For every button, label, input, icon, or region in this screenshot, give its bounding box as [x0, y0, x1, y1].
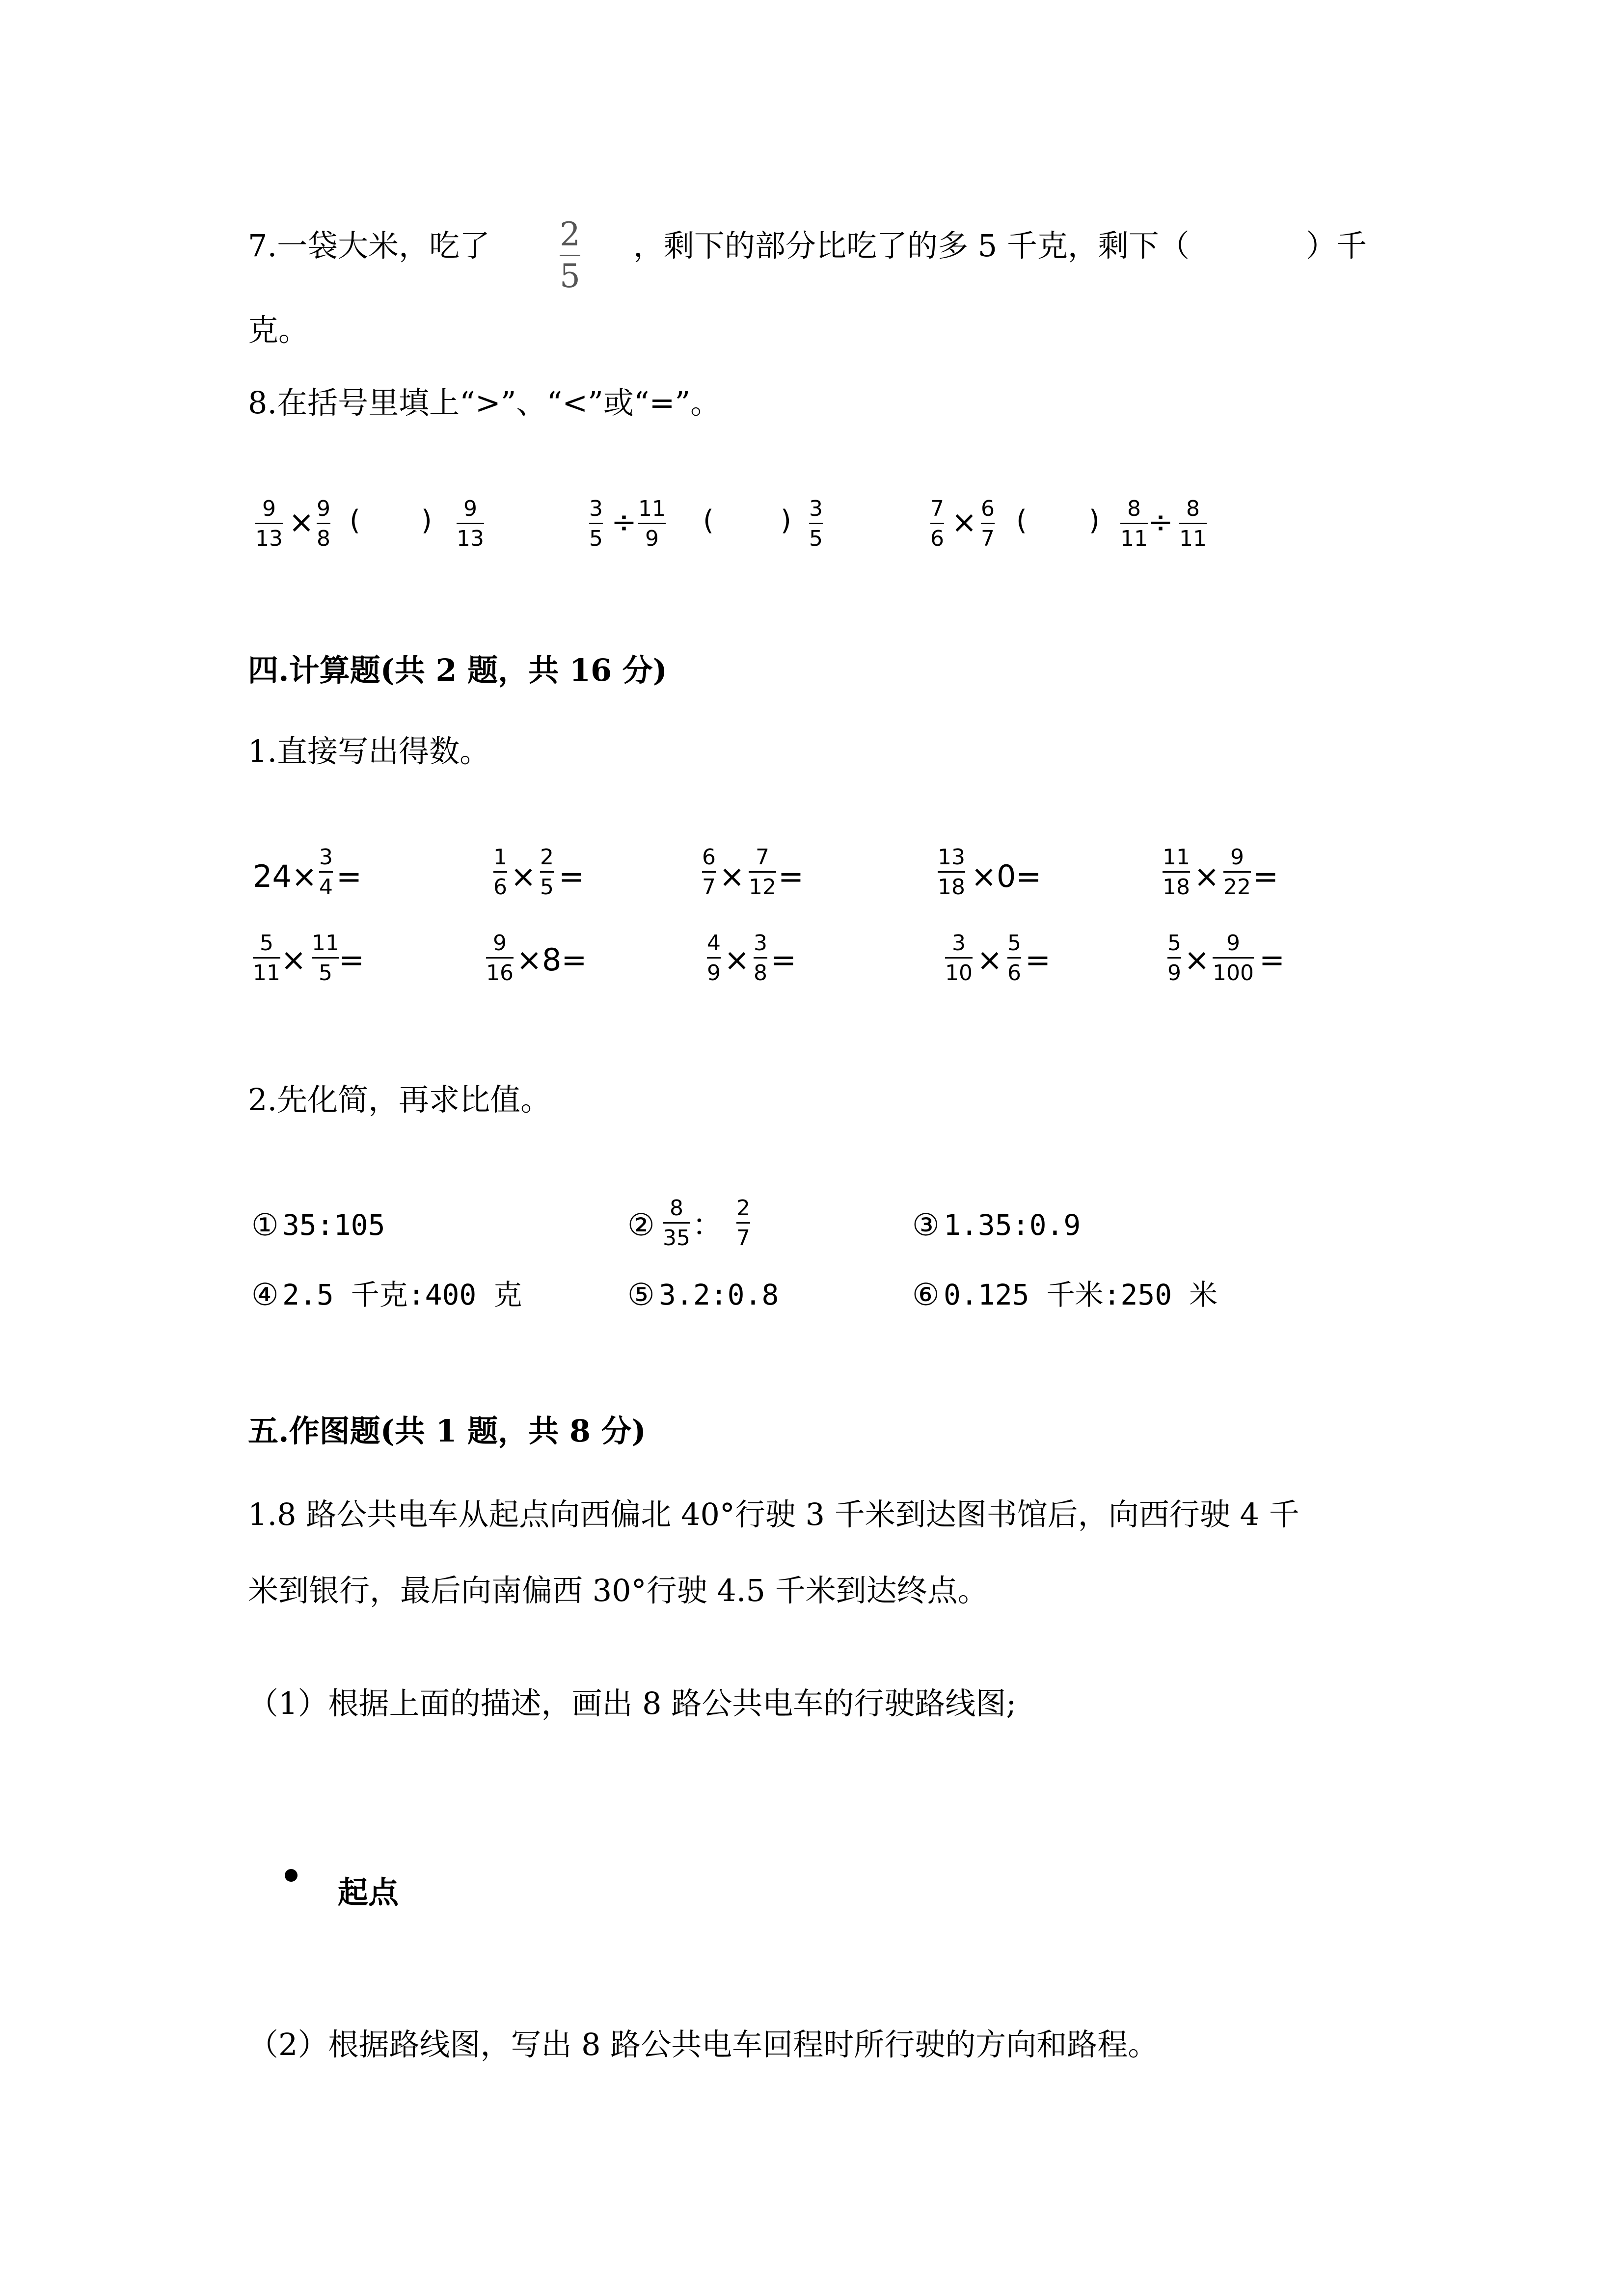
section-4-heading: 四.计算题(共 2 题，共 16 分) — [248, 652, 668, 688]
ratio-5-text: 3.2:0.8 — [659, 1278, 779, 1311]
calc-2-5-frac2: 9 100 — [1213, 931, 1254, 986]
q8-2-frac-b: 11 9 — [638, 496, 666, 551]
ratio-6-mark: ⑥ — [912, 1277, 940, 1312]
calc-1-5-eq: = — [1253, 858, 1278, 894]
start-point-label: 起点 — [338, 1874, 399, 1910]
calc-2-5-frac1: 5 9 — [1167, 931, 1181, 986]
ratio-4-mark: ④ — [251, 1277, 279, 1312]
calc-2-4-eq: = — [1025, 942, 1051, 978]
q8-1-frac-a: 9 13 — [255, 496, 283, 551]
q8-1-op: × — [289, 504, 314, 540]
ratio-2-frac2: 2 7 — [736, 1196, 750, 1251]
ratio-2-colon: ： — [692, 1207, 723, 1243]
calc-1-5-op: × — [1194, 858, 1219, 894]
q8-2-op: ÷ — [611, 504, 637, 540]
calc-2-2-op: ×8= — [516, 942, 587, 978]
s5-q1-line2: 米到银行，最后向南偏西 30°行驶 4.5 千米到达终点。 — [248, 1573, 988, 1608]
q8-2-rparen: ) — [781, 505, 791, 536]
q8-1-rparen: ) — [421, 505, 432, 536]
q8-2-frac-a: 3 5 — [589, 496, 603, 551]
q8-1-lparen: ( — [350, 505, 360, 536]
calc-1-5-frac1: 11 18 — [1163, 845, 1190, 900]
calc-2-3-eq: = — [771, 942, 796, 978]
ratio-2-mark: ② — [627, 1207, 655, 1243]
calc-2-4-op: × — [977, 942, 1002, 978]
q8-text: 8.在括号里填上“>”、“<”或“=”。 — [248, 385, 721, 421]
q8-3-op: × — [951, 504, 977, 540]
s5-q1-line1: 1.8 路公共电车从起点向西偏北 40°行驶 3 千米到达图书馆后，向西行驶 4 千 — [248, 1496, 1299, 1532]
q7-frac-num: 2 — [560, 215, 580, 253]
calc-1-3-eq: = — [778, 858, 804, 894]
ratio-6-text: 0.125 千米:250 米 — [944, 1278, 1218, 1311]
calc-1-2-eq: = — [559, 858, 584, 894]
ratio-3-mark: ③ — [912, 1207, 940, 1243]
calc-2-3-frac1: 4 9 — [707, 931, 721, 986]
s4-q1-text: 1.直接写出得数。 — [248, 733, 490, 769]
calc-1-2-frac2: 2 5 — [540, 845, 554, 900]
q7-text-c: ）千 — [1306, 228, 1367, 264]
calc-1-3-frac1: 6 7 — [702, 845, 716, 900]
calc-1-1-frac: 3 4 — [319, 845, 333, 900]
calc-1-3-op: × — [719, 858, 745, 894]
ratio-1-text: 35:105 — [282, 1208, 385, 1242]
s4-q2-text: 2.先化简，再求比值。 — [248, 1082, 551, 1118]
calc-2-3-frac2: 3 8 — [754, 931, 767, 986]
section-5-heading: 五.作图题(共 1 题，共 8 分) — [248, 1413, 646, 1449]
calc-1-3-frac2: 7 12 — [749, 845, 776, 900]
q7-text-d: 克。 — [248, 312, 309, 348]
calc-1-5-frac2: 9 22 — [1223, 845, 1251, 900]
ratio-1-mark: ① — [251, 1207, 279, 1243]
q8-3-frac-a: 7 6 — [930, 496, 944, 551]
calc-1-4-frac1: 13 18 — [938, 845, 965, 900]
q8-3-op2: ÷ — [1148, 504, 1173, 540]
calc-2-3-op: × — [724, 942, 750, 978]
q8-3-frac-c: 8 11 — [1120, 496, 1148, 551]
q8-3-rparen: ) — [1089, 505, 1100, 536]
calc-1-2-op: × — [511, 858, 536, 894]
q7-frac-den: 5 — [560, 257, 580, 295]
q8-1-frac-c: 9 13 — [457, 496, 484, 551]
calc-2-4-frac2: 5 6 — [1007, 931, 1021, 986]
ratio-4-text: 2.5 千克:400 克 — [282, 1278, 522, 1311]
calc-2-5-eq: = — [1259, 942, 1285, 978]
q8-2-lparen: ( — [703, 505, 714, 536]
ratio-2-frac1: 8 35 — [663, 1196, 690, 1251]
calc-2-1-frac1: 5 11 — [253, 931, 280, 986]
s5-q1-sub1: （1）根据上面的描述，画出 8 路公共电车的行驶路线图; — [248, 1685, 1017, 1721]
q7-text-a: 7.一袋大米，吃了 — [248, 228, 490, 264]
calc-2-2-frac1: 9 16 — [486, 931, 514, 986]
start-point-dot — [285, 1869, 298, 1882]
q8-1-frac-b: 9 8 — [317, 496, 330, 551]
q8-3-frac-d: 8 11 — [1179, 496, 1207, 551]
calc-1-4-op: ×0= — [971, 858, 1042, 894]
calc-1-1-eq: = — [336, 858, 362, 894]
calc-2-1-eq: = — [339, 942, 364, 978]
q8-3-frac-b: 6 7 — [981, 496, 995, 551]
calc-2-5-op: × — [1184, 942, 1210, 978]
s5-q1-sub2: （2）根据路线图，写出 8 路公共电车回程时所行驶的方向和路程。 — [248, 2027, 1159, 2062]
calc-1-2-frac1: 1 6 — [493, 845, 507, 900]
ratio-3-text: 1.35:0.9 — [944, 1208, 1081, 1242]
q7-fraction — [560, 215, 580, 295]
calc-1-1-pre: 24× — [253, 858, 317, 894]
q7-text-b: ，剩下的部分比吃了的多 5 千克，剩下（ — [633, 228, 1190, 264]
calc-2-1-frac2: 11 5 — [312, 931, 339, 986]
q8-2-frac-c: 3 5 — [809, 496, 823, 551]
q8-3-lparen: ( — [1016, 505, 1027, 536]
ratio-5-mark: ⑤ — [627, 1277, 655, 1312]
calc-2-4-frac1: 3 10 — [945, 931, 973, 986]
calc-2-1-op: × — [281, 942, 306, 978]
